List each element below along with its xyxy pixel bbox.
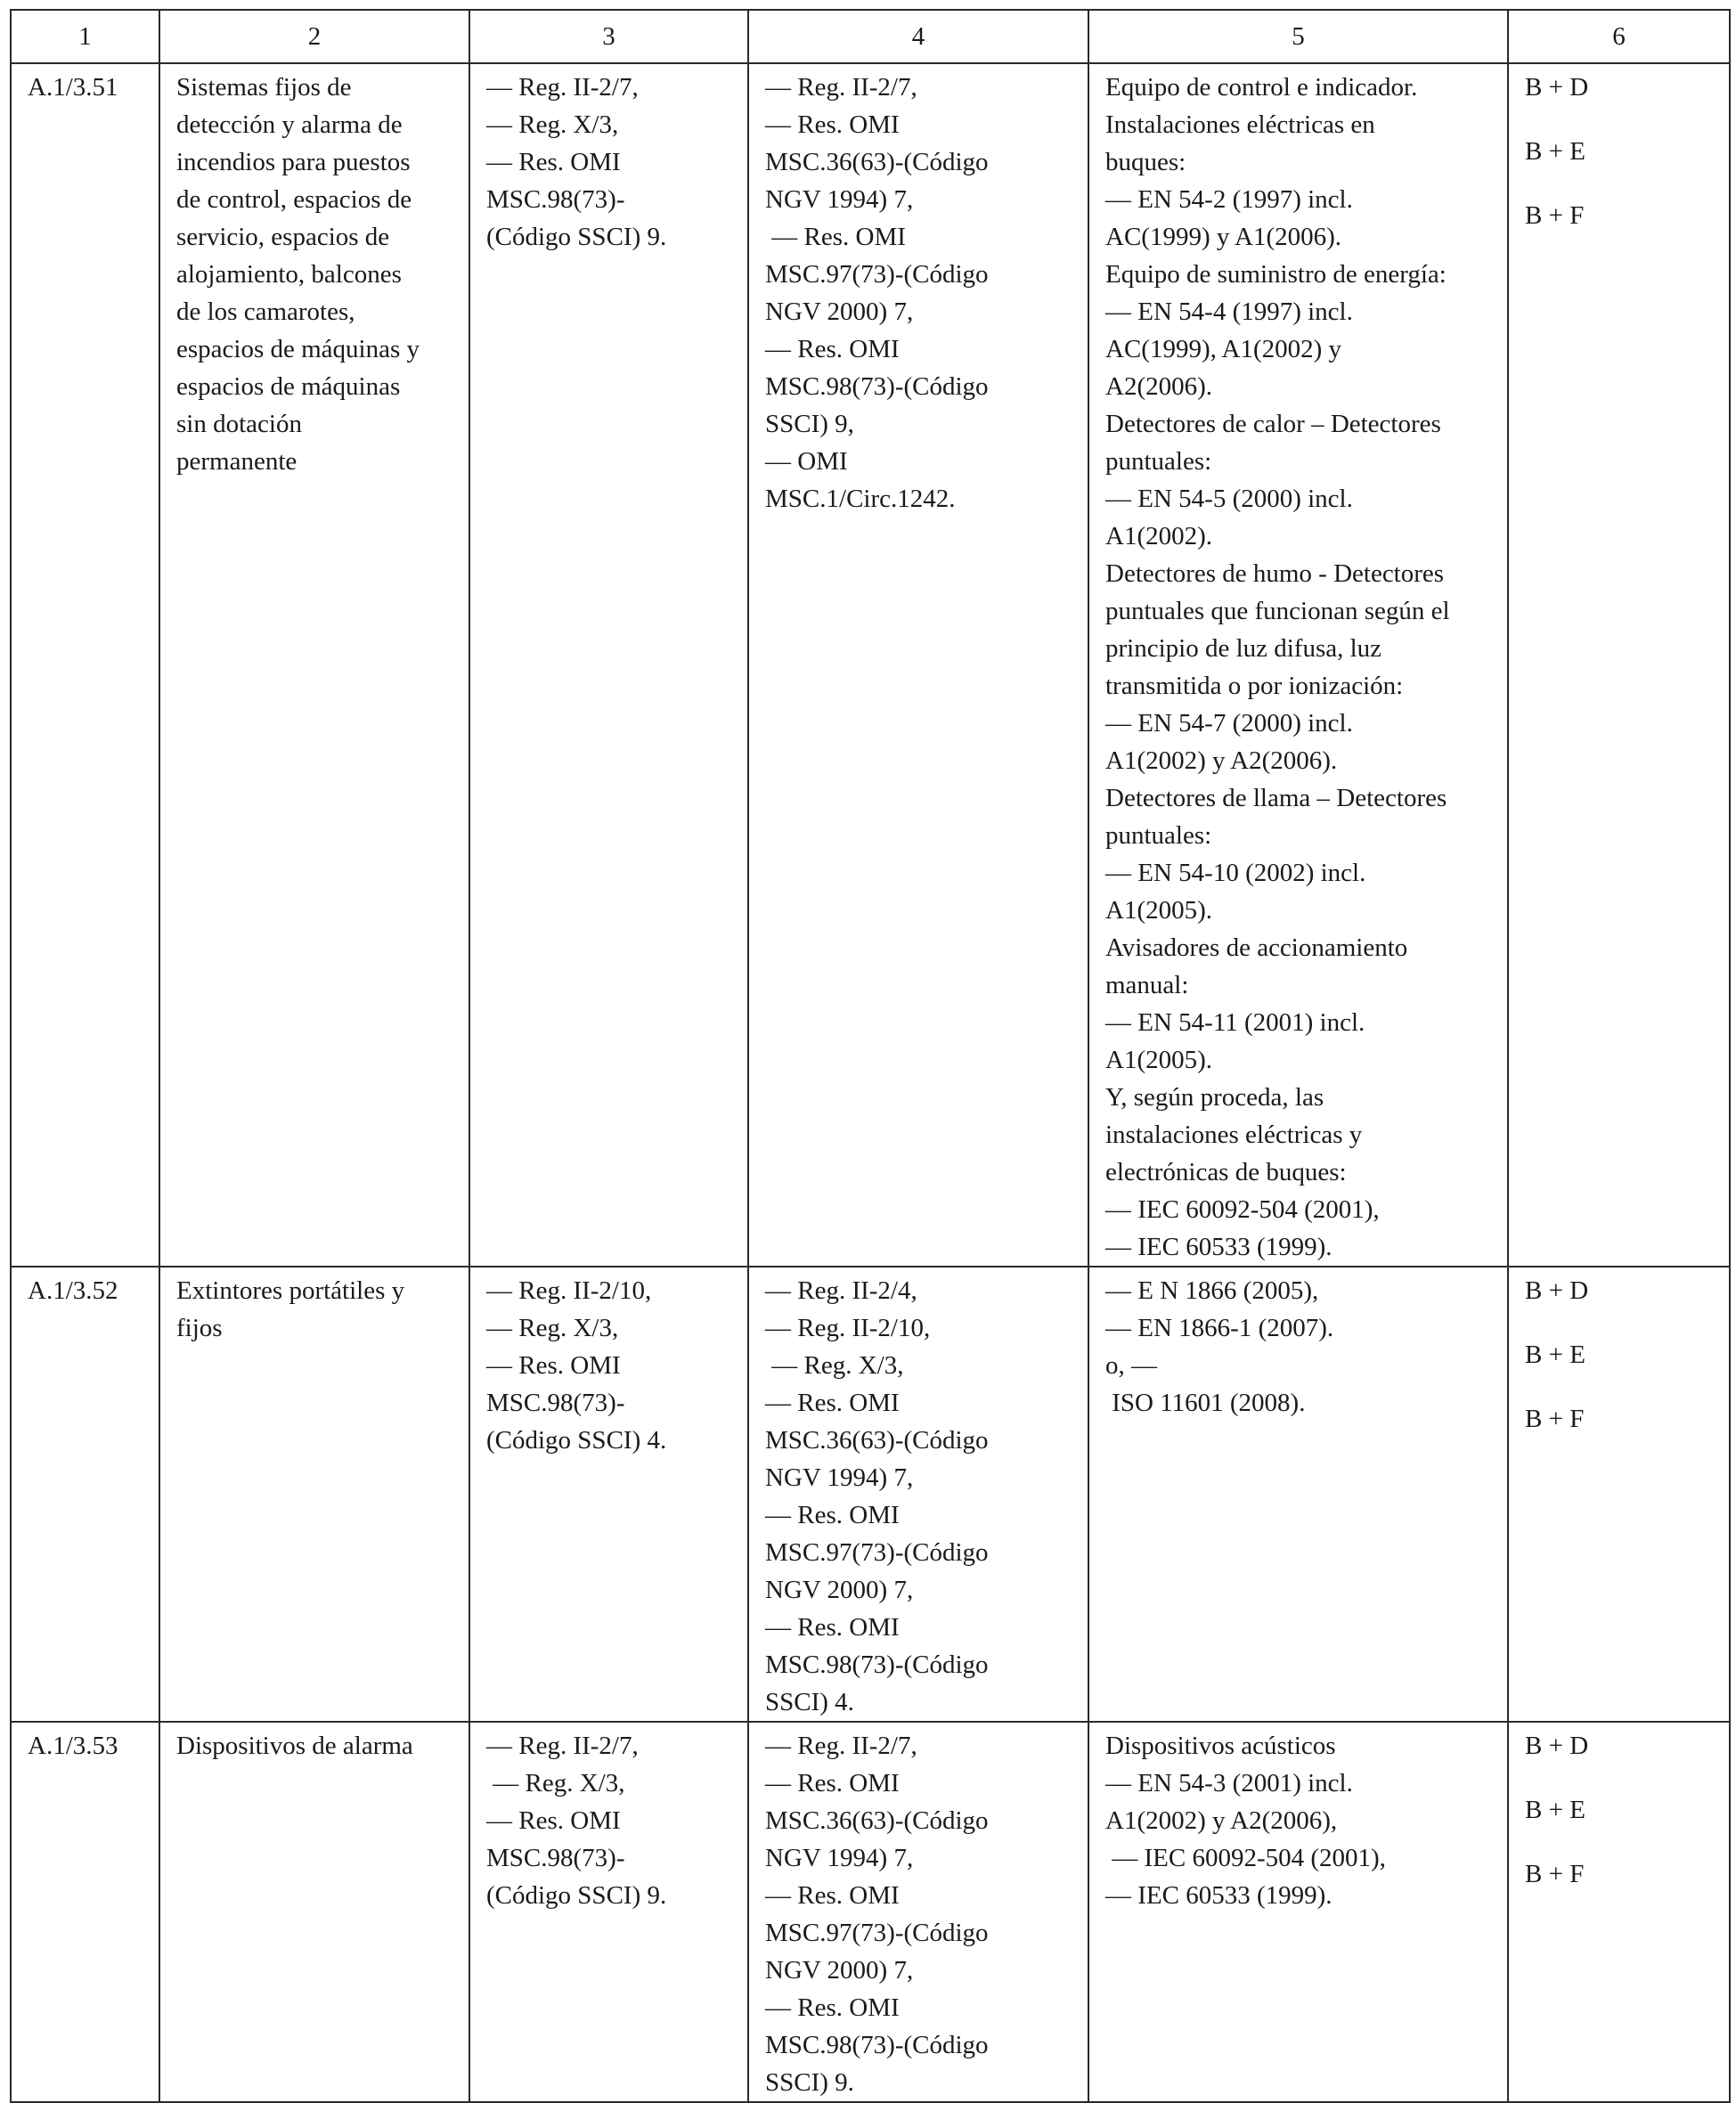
text-line: puntuales:	[1105, 447, 1212, 476]
text-line: MSC.98(73)-	[486, 1844, 625, 1872]
text-line: Dispositivos acústicos	[1105, 1732, 1336, 1760]
text-line: MSC.98(73)-(Código	[765, 1651, 989, 1679]
text-line: — EN 54-10 (2002) incl.	[1105, 859, 1366, 887]
text-line: — EN 54-3 (2001) incl.	[1105, 1769, 1353, 1797]
text-line: A1(2002).	[1105, 522, 1213, 550]
item-number: A.1/3.51	[28, 73, 118, 102]
imo-reference-cell	[748, 63, 1088, 1267]
text-line: SSCI) 9,	[765, 410, 854, 438]
procedure-module: B + E	[1525, 1341, 1585, 1369]
cell-text	[486, 1272, 738, 1459]
text-line: puntuales que funcionan según el	[1105, 597, 1450, 625]
text-line: (Código SSCI) 4.	[486, 1426, 667, 1455]
cell-text	[765, 1272, 1079, 1721]
imo-reference-cell	[748, 1722, 1088, 2102]
header-col-5: 5	[1088, 10, 1508, 63]
text-line: — IEC 60092-504 (2001),	[1105, 1195, 1380, 1224]
testing-standards-cell	[1088, 1722, 1508, 2102]
conformity-modules-cell	[1508, 1722, 1730, 2102]
item-name-cell	[159, 1267, 469, 1722]
cell-text	[1105, 1727, 1498, 1914]
text-line: Instalaciones eléctricas en	[1105, 110, 1375, 139]
text-line: — Res. OMI	[765, 223, 906, 251]
text-line: A1(2002) y A2(2006),	[1105, 1806, 1338, 1835]
text-line: — Res. OMI	[765, 1613, 900, 1642]
text-line: — Res. OMI	[765, 1389, 900, 1417]
text-line: NGV 1994) 7,	[765, 1463, 914, 1492]
text-line: MSC.36(63)-(Código	[765, 1806, 989, 1835]
imo-reference-cell	[748, 1267, 1088, 1722]
text-line: Equipo de suministro de energía:	[1105, 260, 1447, 289]
text-line: Equipo de control e indicador.	[1105, 73, 1418, 102]
procedure-module: B + F	[1525, 201, 1585, 230]
text-line: NGV 2000) 7,	[765, 298, 914, 326]
text-line: permanente	[176, 447, 297, 476]
text-line: NGV 2000) 7,	[765, 1956, 914, 1985]
text-line: — Res. OMI	[765, 1881, 900, 1910]
text-line: principio de luz difusa, luz	[1105, 634, 1382, 663]
solas-regulation-cell	[469, 1267, 748, 1722]
text-line: — Reg. II-2/7,	[765, 73, 917, 102]
text-line: — EN 54-7 (2000) incl.	[1105, 709, 1353, 738]
text-line: MSC.36(63)-(Código	[765, 1426, 989, 1455]
text-line: — Res. OMI	[765, 1993, 900, 2022]
solas-regulation-cell	[469, 1722, 748, 2102]
text-line: Detectores de llama – Detectores	[1105, 784, 1447, 812]
conformity-modules-cell	[1508, 63, 1730, 1267]
text-line: MSC.97(73)-(Código	[765, 1538, 989, 1567]
item-number: A.1/3.52	[28, 1276, 118, 1305]
text-line: SSCI) 4.	[765, 1688, 854, 1716]
text-line: instalaciones eléctricas y	[1105, 1121, 1363, 1149]
text-line: puntuales:	[1105, 821, 1212, 850]
text-line: de control, espacios de	[176, 185, 412, 214]
cell-text	[176, 1727, 460, 1765]
text-line: o, —	[1105, 1351, 1157, 1380]
item-number-cell	[11, 1267, 159, 1722]
text-line: (Código SSCI) 9.	[486, 223, 667, 251]
text-line: detección y alarma de	[176, 110, 403, 139]
text-line: — EN 1866-1 (2007).	[1105, 1314, 1334, 1342]
text-line: — IEC 60092-504 (2001),	[1105, 1844, 1386, 1872]
header-col-1: 1	[11, 10, 159, 63]
cell-text	[765, 1727, 1079, 2101]
text-line: de los camarotes,	[176, 298, 355, 326]
text-line: MSC.98(73)-	[486, 1389, 625, 1417]
text-line: Detectores de humo - Detectores	[1105, 559, 1445, 588]
text-line: electrónicas de buques:	[1105, 1158, 1347, 1186]
text-line: MSC.98(73)-(Código	[765, 2031, 989, 2059]
table-row	[11, 63, 1730, 1267]
item-number-cell	[11, 63, 159, 1267]
solas-regulation-cell	[469, 63, 748, 1267]
text-line: — Reg. X/3,	[486, 1769, 625, 1797]
text-line: espacios de máquinas y	[176, 335, 420, 363]
text-line: Dispositivos de alarma	[176, 1732, 413, 1760]
cell-text	[1525, 1272, 1720, 1438]
text-line: manual:	[1105, 971, 1189, 999]
cell-text	[176, 1272, 460, 1347]
procedure-module: B + E	[1525, 137, 1585, 166]
text-line: Detectores de calor – Detectores	[1105, 410, 1441, 438]
testing-standards-cell	[1088, 1267, 1508, 1722]
text-line: transmitida o por ionización:	[1105, 672, 1404, 700]
text-line: MSC.36(63)-(Código	[765, 148, 989, 176]
text-line: A1(2002) y A2(2006).	[1105, 746, 1338, 775]
text-line: — IEC 60533 (1999).	[1105, 1881, 1333, 1910]
text-line: NGV 1994) 7,	[765, 1844, 914, 1872]
equipment-table	[10, 9, 1731, 2103]
cell-text	[1525, 1727, 1720, 1893]
text-line: NGV 2000) 7,	[765, 1576, 914, 1604]
text-line: — EN 54-11 (2001) incl.	[1105, 1008, 1365, 1037]
text-line: — Reg. II-2/4,	[765, 1276, 917, 1305]
conformity-modules-cell	[1508, 1267, 1730, 1722]
text-line: — Res. OMI	[486, 148, 621, 176]
text-line: Y, según proceda, las	[1105, 1083, 1324, 1112]
text-line: buques:	[1105, 148, 1186, 176]
text-line: — Reg. X/3,	[765, 1351, 904, 1380]
procedure-module: B + F	[1525, 1860, 1585, 1888]
procedure-module: B + D	[1525, 1276, 1589, 1305]
text-line: — Res. OMI	[486, 1806, 621, 1835]
cell-text	[765, 69, 1079, 518]
table-row	[11, 1267, 1730, 1722]
text-line: — Reg. X/3,	[486, 1314, 619, 1342]
text-line: NGV 1994) 7,	[765, 185, 914, 214]
text-line: — Reg. II-2/10,	[486, 1276, 652, 1305]
text-line: AC(1999) y A1(2006).	[1105, 223, 1342, 251]
text-line: — IEC 60533 (1999).	[1105, 1233, 1333, 1261]
testing-standards-cell	[1088, 63, 1508, 1267]
text-line: — Res. OMI	[765, 1769, 900, 1797]
text-line: Avisadores de accionamiento	[1105, 933, 1408, 962]
text-line: MSC.97(73)-(Código	[765, 1919, 989, 1947]
text-line: sin dotación	[176, 410, 302, 438]
text-line: — Res. OMI	[765, 335, 900, 363]
cell-text	[486, 69, 738, 256]
table-row	[11, 1722, 1730, 2102]
text-line: incendios para puestos	[176, 148, 411, 176]
text-line: SSCI) 9.	[765, 2068, 854, 2097]
item-name-cell	[159, 1722, 469, 2102]
text-line: (Código SSCI) 9.	[486, 1881, 667, 1910]
text-line: — Reg. II-2/10,	[765, 1314, 931, 1342]
text-line: — Reg. X/3,	[486, 110, 619, 139]
text-line: — Reg. II-2/7,	[486, 73, 639, 102]
text-line: — EN 54-5 (2000) incl.	[1105, 485, 1353, 513]
text-line: MSC.98(73)-(Código	[765, 372, 989, 401]
text-line: A1(2005).	[1105, 1046, 1213, 1074]
header-row	[11, 10, 1730, 63]
text-line: — EN 54-2 (1997) incl.	[1105, 185, 1353, 214]
text-line: — Res. OMI	[486, 1351, 621, 1380]
cell-text	[1525, 69, 1720, 234]
text-line: A1(2005).	[1105, 896, 1213, 925]
text-line: — Reg. II-2/7,	[486, 1732, 639, 1760]
text-line: espacios de máquinas	[176, 372, 401, 401]
header-col-4: 4	[748, 10, 1088, 63]
text-line: MSC.98(73)-	[486, 185, 625, 214]
header-col-6: 6	[1508, 10, 1730, 63]
text-line: — E N 1866 (2005),	[1105, 1276, 1319, 1305]
item-number: A.1/3.53	[28, 1732, 118, 1760]
text-line: Sistemas fijos de	[176, 73, 352, 102]
text-line: A2(2006).	[1105, 372, 1213, 401]
text-line: — Reg. II-2/7,	[765, 1732, 917, 1760]
text-line: AC(1999), A1(2002) y	[1105, 335, 1342, 363]
text-line: servicio, espacios de	[176, 223, 390, 251]
text-line: — Res. OMI	[765, 110, 900, 139]
cell-text	[486, 1727, 738, 1914]
procedure-module: B + D	[1525, 1732, 1589, 1760]
text-line: alojamiento, balcones	[176, 260, 402, 289]
cell-text	[1105, 69, 1498, 1266]
cell-text	[176, 69, 460, 480]
header-col-3: 3	[469, 10, 748, 63]
text-line: ISO 11601 (2008).	[1105, 1389, 1306, 1417]
text-line: MSC.97(73)-(Código	[765, 260, 989, 289]
procedure-module: B + F	[1525, 1405, 1585, 1433]
text-line: — EN 54-4 (1997) incl.	[1105, 298, 1353, 326]
text-line: fijos	[176, 1314, 223, 1342]
item-number-cell	[11, 1722, 159, 2102]
procedure-module: B + D	[1525, 73, 1589, 102]
header-col-2: 2	[159, 10, 469, 63]
item-name-cell	[159, 63, 469, 1267]
cell-text	[1105, 1272, 1498, 1422]
procedure-module: B + E	[1525, 1796, 1585, 1824]
text-line: — OMI	[765, 447, 848, 476]
text-line: MSC.1/Circ.1242.	[765, 485, 956, 513]
text-line: Extintores portátiles y	[176, 1276, 405, 1305]
text-line: — Res. OMI	[765, 1501, 900, 1529]
